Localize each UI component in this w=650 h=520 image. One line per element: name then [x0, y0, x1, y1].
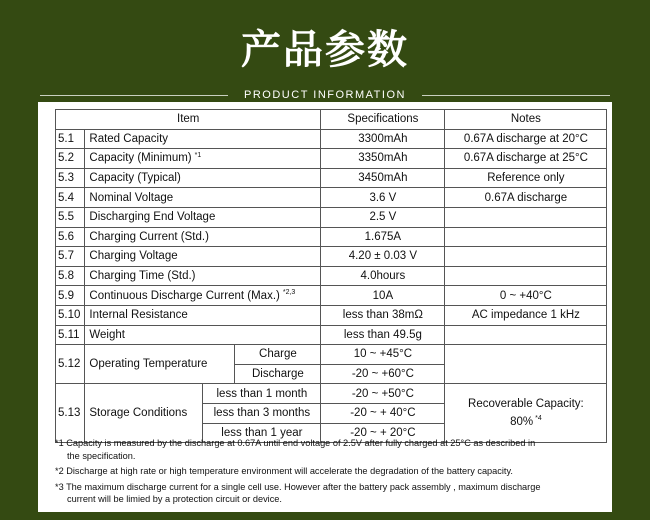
row-spec: 4.20 ± 0.03 V [321, 247, 445, 267]
row-item [85, 207, 321, 227]
row-spec: 2.5 V [321, 207, 445, 227]
row-spec: 3350mAh [321, 149, 445, 169]
row-item-label: Continuous Discharge Current (Max.) [89, 289, 280, 302]
row-item-label: Capacity (Minimum) [89, 152, 192, 165]
row-item-label: Nominal Voltage [89, 191, 174, 204]
storage-duration: less than 1 year [203, 423, 321, 443]
row-spec: less than 38mΩ [321, 305, 445, 325]
row-item [85, 286, 321, 306]
row-spec: -20 ~ + 20°C [321, 423, 445, 443]
row-item-label: Rated Capacity [89, 132, 169, 145]
table-row [56, 384, 607, 404]
row-number: 5.12 [56, 345, 85, 384]
table-row [56, 129, 607, 149]
spec-table [55, 109, 607, 443]
row-spec: 3450mAh [321, 168, 445, 188]
subtitle-row [40, 88, 610, 102]
table-row [56, 305, 607, 325]
row-item [85, 129, 321, 149]
footnote [55, 481, 605, 506]
row-number: 5.2 [56, 149, 85, 169]
row-note [445, 266, 607, 286]
row-number: 5.3 [56, 168, 85, 188]
row-spec: -20 ~ +50°C [321, 384, 445, 404]
header-item: Item [56, 110, 321, 130]
row-note: 0 ~ +40°C [445, 286, 607, 306]
header-notes: Notes [445, 110, 607, 130]
row-item-label: Charging Voltage [89, 250, 178, 263]
row-item [85, 247, 321, 267]
row-number: 5.9 [56, 286, 85, 306]
footnote-line: *1 Capacity is measured by the discharge at 0.67A until end voltage of 2.5V after fully charged at 25°C as described in [55, 438, 536, 448]
sub-label-discharge: Discharge [235, 364, 321, 384]
row-item-label: Discharging End Voltage [89, 211, 216, 224]
footnote-marker: *4 [535, 415, 542, 423]
row-number: 5.5 [56, 207, 85, 227]
row-note [445, 325, 607, 345]
row-note: AC impedance 1 kHz [445, 305, 607, 325]
row-note: 0.67A discharge at 20°C [445, 129, 607, 149]
page-title: 产品参数 [241, 27, 409, 73]
row-item-label: Capacity (Typical) [89, 172, 181, 185]
row-spec: -20 ~ + 40°C [321, 403, 445, 423]
row-number: 5.4 [56, 188, 85, 208]
footnote-line: current will be limied by a protection circuit or device. [67, 494, 282, 505]
row-item-label: Charging Current (Std.) [89, 230, 209, 243]
row-item [85, 149, 321, 169]
row-item [85, 168, 321, 188]
table-row [56, 325, 607, 345]
table-header-row [56, 110, 607, 130]
footnote [55, 465, 605, 478]
row-note: 0.67A discharge [445, 188, 607, 208]
storage-note-line1: Recoverable Capacity: [468, 398, 584, 411]
table-row [56, 149, 607, 169]
spec-panel [38, 102, 612, 512]
page-subtitle: PRODUCT INFORMATION [244, 89, 406, 101]
row-item-label: Weight [89, 328, 125, 341]
header [0, 0, 650, 108]
table-row [56, 247, 607, 267]
row-item: Storage Conditions [85, 384, 203, 443]
row-item-label: Charging Time (Std.) [89, 270, 196, 283]
table-row [56, 207, 607, 227]
row-number: 5.10 [56, 305, 85, 325]
row-note [445, 227, 607, 247]
table-row [56, 286, 607, 306]
row-note [445, 207, 607, 227]
row-spec: 10 ~ +45°C [321, 345, 445, 365]
table-row [56, 188, 607, 208]
row-number: 5.1 [56, 129, 85, 149]
row-item [85, 305, 321, 325]
row-spec: 1.675A [321, 227, 445, 247]
storage-note-line2 [449, 413, 602, 431]
row-item: Operating Temperature [85, 345, 235, 384]
footnotes [55, 437, 605, 509]
table-row [56, 168, 607, 188]
footnote-line: *3 The maximum discharge current for a single cell use. However after the battery pack assembly , maximum discharge [55, 481, 541, 492]
table-row [56, 345, 607, 365]
row-item [85, 266, 321, 286]
footnote-line: the specification. [67, 450, 136, 461]
row-note: 0.67A discharge at 25°C [445, 149, 607, 169]
header-spec: Specifications [321, 110, 445, 130]
storage-duration: less than 1 month [203, 384, 321, 404]
row-number: 5.6 [56, 227, 85, 247]
sub-label-charge: Charge [235, 345, 321, 365]
divider-right [422, 95, 610, 96]
row-spec: 10A [321, 286, 445, 306]
row-item [85, 325, 321, 345]
footnote [55, 437, 605, 462]
row-item [85, 188, 321, 208]
row-note [445, 345, 607, 384]
row-spec: 4.0hours [321, 266, 445, 286]
row-item [85, 227, 321, 247]
footnote-marker: *2,3 [282, 288, 296, 296]
row-number: 5.7 [56, 247, 85, 267]
row-spec: 3.6 V [321, 188, 445, 208]
row-number: 5.11 [56, 325, 85, 345]
storage-note [445, 384, 607, 443]
row-number: 5.13 [56, 384, 85, 443]
table-row [56, 266, 607, 286]
footnote-marker: *1 [194, 151, 202, 159]
table-row [56, 227, 607, 247]
footnote-line: *2 Discharge at high rate or high temperature environment will accelerate the degradation of the battery capacity. [55, 466, 513, 477]
row-spec: 3300mAh [321, 129, 445, 149]
row-item-label: Internal Resistance [89, 309, 188, 322]
storage-duration: less than 3 months [203, 403, 321, 423]
row-spec: -20 ~ +60°C [321, 364, 445, 384]
row-number: 5.8 [56, 266, 85, 286]
storage-note-value: 80% [510, 416, 534, 429]
row-note [445, 247, 607, 267]
row-spec: less than 49.5g [321, 325, 445, 345]
row-note: Reference only [445, 168, 607, 188]
